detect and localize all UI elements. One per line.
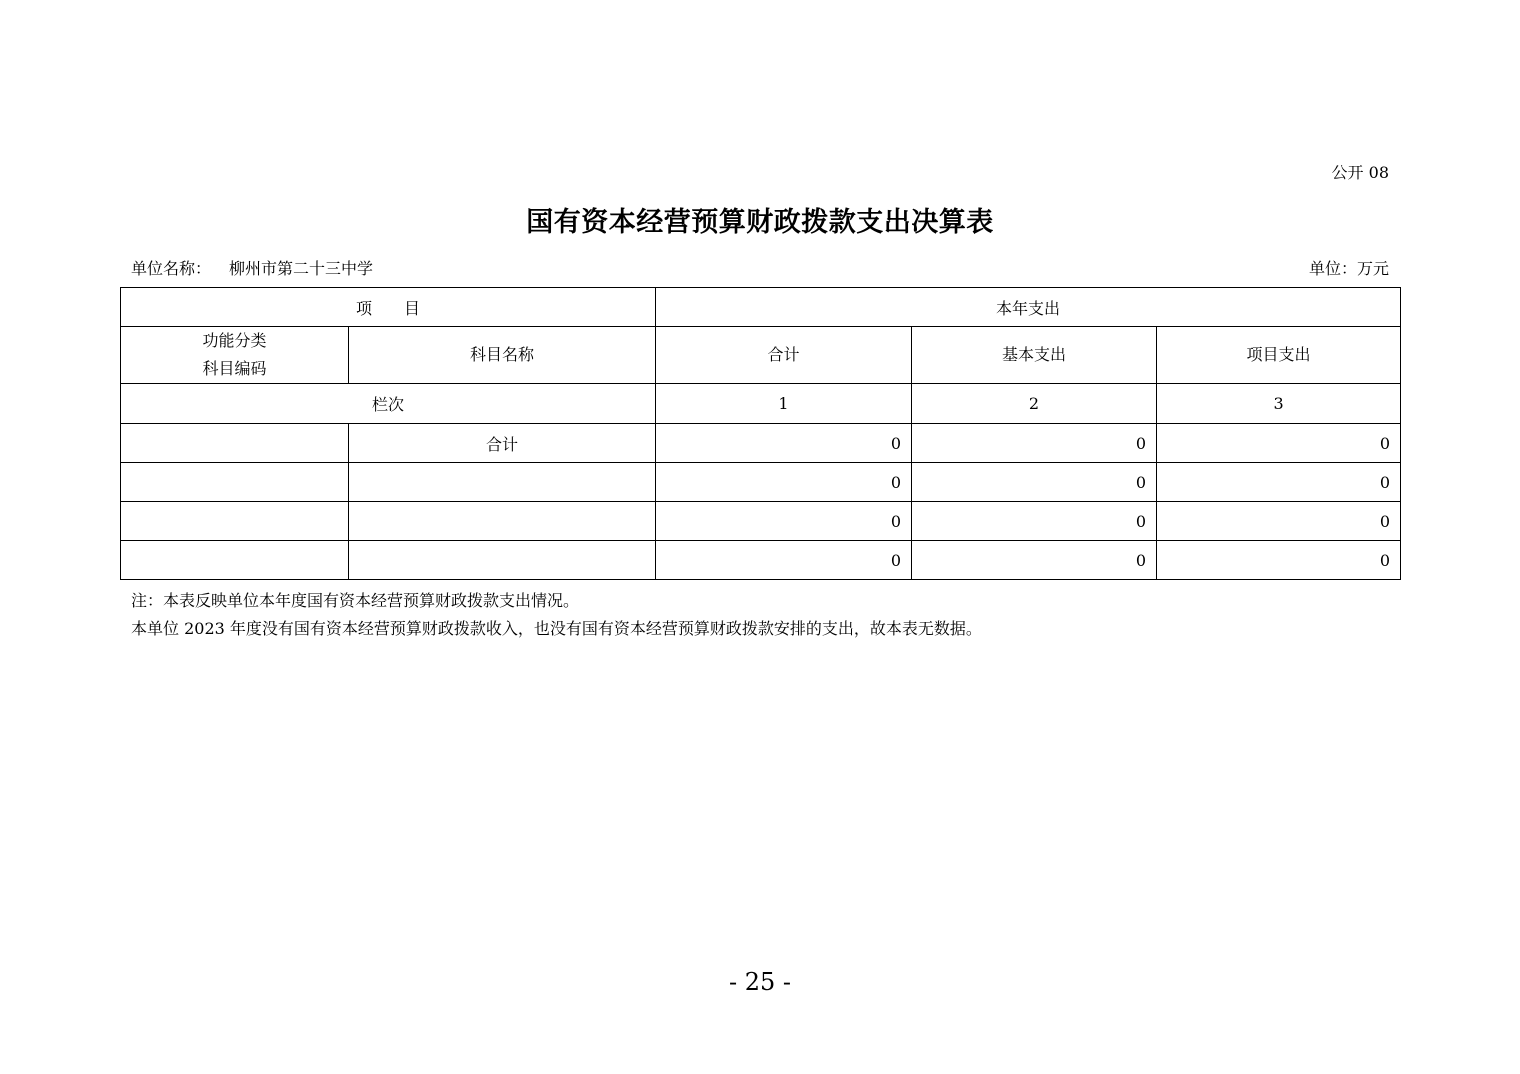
cell-name: 合计 xyxy=(349,424,656,463)
unit-name: 柳州市第二十三中学 xyxy=(229,259,374,278)
header-project: 项目支出 xyxy=(1157,327,1401,384)
column-index-3: 3 xyxy=(1157,384,1401,424)
column-index-1: 1 xyxy=(656,384,912,424)
cell-basic: 0 xyxy=(912,502,1157,541)
header-code-line2: 科目编码 xyxy=(202,359,267,378)
cell-project: 0 xyxy=(1157,502,1401,541)
cell-total: 0 xyxy=(656,424,912,463)
table-row-total xyxy=(121,424,1401,463)
table-row xyxy=(121,463,1401,502)
page-number: - 25 - xyxy=(728,968,791,996)
cell-name xyxy=(349,541,656,580)
cell-code xyxy=(121,463,349,502)
document-code: 公开 08 xyxy=(1331,163,1389,182)
cell-project: 0 xyxy=(1157,463,1401,502)
cell-total: 0 xyxy=(656,463,912,502)
header-item: 项 目 xyxy=(121,288,656,327)
table-note-2: 本单位 2023 年度没有国有资本经营预算财政拨款收入，也没有国有资本经营预算财政拨款安排的支出，故本表无数据。 xyxy=(131,619,982,638)
table-header-row-1 xyxy=(121,288,1401,327)
unit-label: 单位：万元 xyxy=(1308,259,1389,278)
table-row xyxy=(121,502,1401,541)
table-row xyxy=(121,541,1401,580)
cell-basic: 0 xyxy=(912,463,1157,502)
header-name: 科目名称 xyxy=(349,327,656,384)
expense-table xyxy=(120,287,1401,580)
column-index-2: 2 xyxy=(912,384,1157,424)
cell-basic: 0 xyxy=(912,541,1157,580)
cell-total: 0 xyxy=(656,502,912,541)
header-expense: 本年支出 xyxy=(656,288,1401,327)
header-code-line1: 功能分类 xyxy=(202,331,267,350)
header-basic: 基本支出 xyxy=(912,327,1157,384)
cell-project: 0 xyxy=(1157,424,1401,463)
cell-code xyxy=(121,424,349,463)
cell-total: 0 xyxy=(656,541,912,580)
unit-name-line xyxy=(131,256,373,279)
header-total: 合计 xyxy=(656,327,912,384)
table-note-1: 注：本表反映单位本年度国有资本经营预算财政拨款支出情况。 xyxy=(131,591,580,610)
page-title: 国有资本经营预算财政拨款支出决算表 xyxy=(526,207,994,238)
column-index-row xyxy=(121,384,1401,424)
cell-code xyxy=(121,502,349,541)
cell-code xyxy=(121,541,349,580)
cell-project: 0 xyxy=(1157,541,1401,580)
header-code xyxy=(121,327,349,384)
cell-name xyxy=(349,463,656,502)
cell-name xyxy=(349,502,656,541)
table-header-row-2 xyxy=(121,327,1401,384)
unit-name-label: 单位名称： xyxy=(131,259,212,278)
cell-basic: 0 xyxy=(912,424,1157,463)
column-index-label: 栏次 xyxy=(121,384,656,424)
